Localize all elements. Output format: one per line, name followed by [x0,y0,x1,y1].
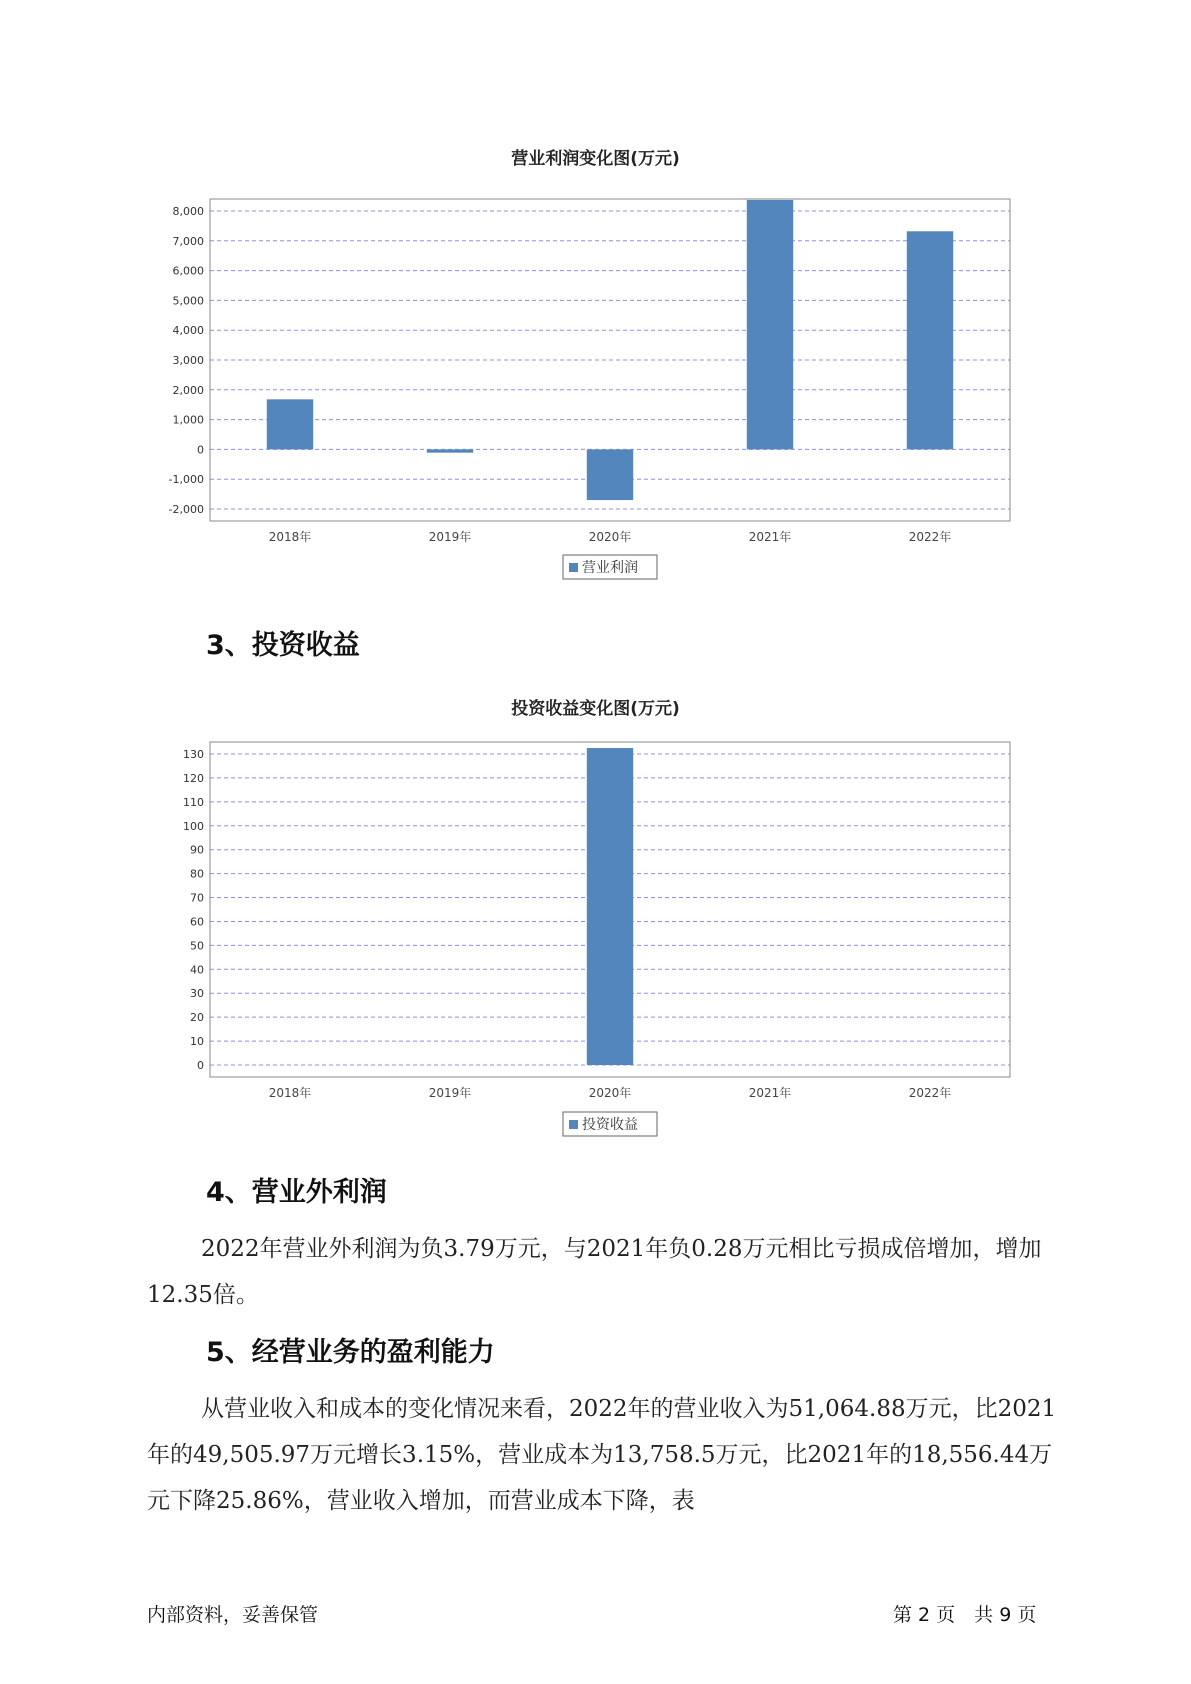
y-tick-label: 60 [190,915,204,929]
y-tick-label: 4,000 [172,324,204,338]
bar [747,200,793,449]
investment-income-chart [0,722,1191,1152]
x-tick-label: 2018年 [268,530,312,544]
y-tick-label: 10 [190,1035,204,1049]
y-tick-label: 30 [190,987,204,1001]
section-5-heading: 5、经营业务的盈利能力 [206,1337,495,1368]
y-tick-label: 6,000 [172,264,204,278]
section-4-paragraph: 2022年营业外利润为负3.79万元，与2021年负0.28万元相比亏损成倍增加，增加12.35倍。 [147,1236,1042,1308]
chart2-title: 投资收益变化图(万元) [511,699,680,719]
y-tick-label: 130 [183,748,204,761]
y-tick-label: 40 [190,963,204,977]
y-tick-label: 80 [190,867,204,881]
y-tick-label: 3,000 [172,354,204,367]
bar [907,231,953,449]
y-tick-label: 7,000 [172,234,204,248]
y-tick-label: 5,000 [172,294,204,308]
chart1-title: 营业利润变化图(万元) [511,149,680,169]
bar [427,449,473,452]
legend-label: 投资收益 [582,1117,638,1133]
y-tick-label: 8,000 [172,205,204,218]
footer-confidential-note: 内部资料，妥善保管 [147,1604,319,1626]
footer-page-number: 第 2 页 共 9 页 [893,1604,1037,1626]
section-5-paragraph: 从营业收入和成本的变化情况来看，2022年的营业收入为51,064.88万元，比2021年的49,505.97万元增长3.15%，营业成本为13,758.5万元，比2021年的18,556.44万元下降25.86%，营业收入增加，而营业成本下降，表 [147,1396,1057,1514]
y-tick-label: 100 [183,819,204,833]
section-4-heading: 4、营业外利润 [206,1177,387,1208]
y-tick-label: 50 [190,939,204,953]
y-tick-label: 70 [190,891,204,905]
y-tick-label: 0 [197,443,204,457]
x-tick-label: 2022年 [908,530,952,544]
y-tick-label: 2,000 [172,383,204,397]
bar [587,748,633,1065]
x-tick-label: 2022年 [908,1086,952,1100]
operating-profit-chart [0,175,1191,635]
y-tick-label: 120 [183,771,204,785]
x-tick-label: 2019年 [428,530,472,544]
legend-label: 营业利润 [582,560,638,576]
y-tick-label: 20 [190,1011,204,1025]
x-tick-label: 2020年 [588,530,632,544]
legend-swatch [569,1120,578,1129]
x-tick-label: 2021年 [748,1086,792,1100]
x-tick-label: 2020年 [588,1086,632,1100]
x-tick-label: 2018年 [268,1086,312,1100]
y-tick-label: -1,000 [168,473,204,487]
y-tick-label: 0 [197,1059,204,1072]
bar [587,449,633,500]
y-tick-label: 1,000 [172,413,204,427]
y-tick-label: 90 [190,843,204,857]
legend-swatch [569,563,578,572]
x-tick-label: 2021年 [748,530,792,544]
section-3-heading: 3、投资收益 [206,630,360,661]
y-tick-label: 110 [183,795,204,809]
y-tick-label: -2,000 [168,503,204,516]
bar [267,399,313,449]
x-tick-label: 2019年 [428,1086,472,1100]
